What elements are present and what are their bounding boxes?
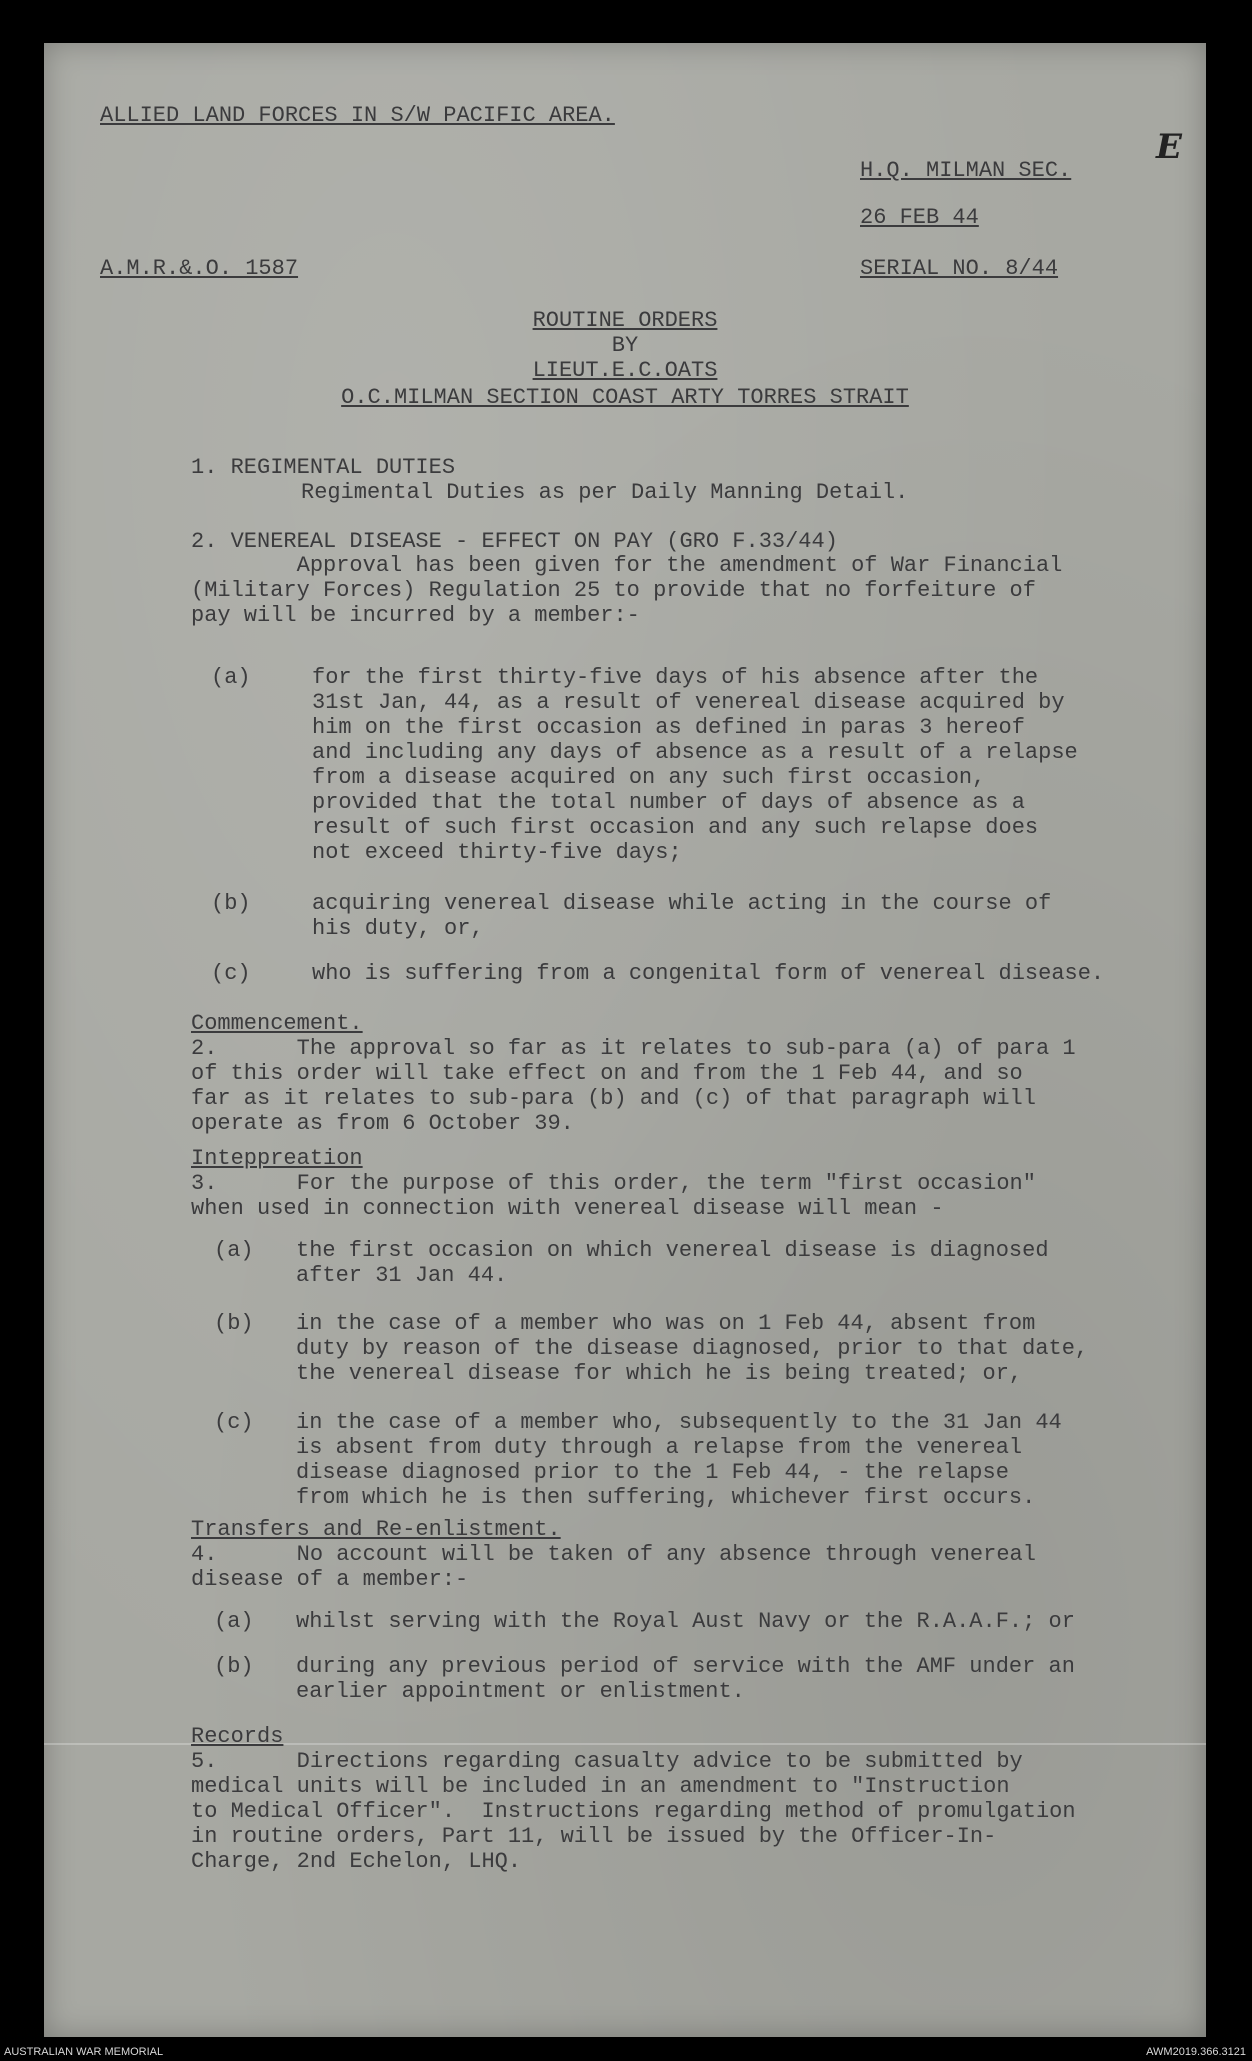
section-2-b-text: acquiring venereal disease while acting in the course of his duty, or,	[312, 891, 1052, 941]
section-2-a-text: for the first thirty-five days of his absence after the 31st Jan, 44, as a result of venereal disease acquired by him on the first occasion as defined in paras 3 hereof and including any days of absence as a result of a relapse from a disease acquired on any such first occasion, provided that the total number of days of absence as a result of such first occasion and any such relapse does not exceed thirty-five days;	[312, 665, 1078, 865]
commencement-text: 2. The approval so far as it relates to sub-para (a) of para 1 of this order will take effect on and from the 1 Feb 44, and so far as it relates to sub-para (b) and (c) of that paragraph will operate as from 6 October 39.	[191, 1036, 1076, 1136]
header-date: 26 FEB 44	[860, 205, 979, 230]
interpretation-b-label: (b)	[214, 1311, 254, 1336]
footer-institution: AUSTRALIAN WAR MEMORIAL	[4, 2046, 164, 2058]
header-amr-reference: A.M.R.&.O. 1587	[100, 256, 299, 281]
interpretation-heading: Intepprеation	[191, 1146, 363, 1171]
header-hq: H.Q. MILMAN SEC.	[860, 158, 1072, 183]
header-organization: ALLIED LAND FORCES IN S/W PACIFIC AREA.	[100, 103, 615, 128]
records-heading: Records	[191, 1724, 284, 1749]
section-2-c-text: who is suffering from a congenital form of venereal disease.	[312, 961, 1105, 986]
document-page	[44, 43, 1206, 2037]
interpretation-c-text: in the case of a member who, subsequently to the 31 Jan 44 is absent from duty through a relapse from the venereal disease diagnosed prior to the 1 Feb 44, - the relapse from which he is then suffering, whichever first occurs.	[296, 1410, 1062, 1510]
transfers-text: 4. No account will be taken of any absence through venereal disease of a member:-	[191, 1542, 1036, 1592]
interpretation-text: 3. For the purpose of this order, the term "first occasion" when used in connection with venereal disease will mean -	[191, 1171, 1036, 1221]
section-2-heading: 2. VENEREAL DISEASE - EFFECT ON PAY (GRO F.33/44)	[191, 529, 838, 554]
title-officer-name: LIEUT.E.C.OATS	[532, 358, 718, 383]
header-serial-number: SERIAL NO. 8/44	[860, 256, 1059, 281]
interpretation-a-text: the first occasion on which venereal disease is diagnosed after 31 Jan 44.	[296, 1238, 1049, 1288]
section-1-body: Regimental Duties as per Daily Manning Detail.	[301, 480, 909, 505]
commencement-heading: Commencement.	[191, 1011, 363, 1036]
interpretation-a-label: (a)	[214, 1238, 254, 1263]
title-routine-orders: ROUTINE ORDERS	[532, 308, 718, 333]
title-by: BY	[611, 333, 639, 358]
transfers-b-text: during any previous period of service with the AMF under an earlier appointment or enlistment.	[296, 1654, 1075, 1704]
interpretation-b-text: in the case of a member who was on 1 Feb 44, absent from duty by reason of the disease diagnosed, prior to that date, the venereal disease for which he is being treated; or,	[296, 1311, 1089, 1386]
interpretation-c-label: (c)	[214, 1410, 254, 1435]
section-2-b-label: (b)	[211, 891, 251, 916]
section-2-intro: Approval has been given for the amendment of War Financial (Military Forces) Regulation 25 to provide that no forfeiture of pay will be incurred by a member:-	[191, 553, 1063, 628]
transfers-a-label: (a)	[214, 1609, 254, 1634]
section-2-a-label: (a)	[211, 665, 251, 690]
title-section: O.C.MILMAN SECTION COAST ARTY TORRES STRAIT	[341, 385, 909, 410]
section-1-heading: 1. REGIMENTAL DUTIES	[191, 455, 456, 480]
transfers-heading: Transfers and Re-enlistment.	[191, 1517, 561, 1542]
transfers-b-label: (b)	[214, 1654, 254, 1679]
section-2-c-label: (c)	[211, 961, 251, 986]
handwritten-mark: E	[1156, 127, 1182, 167]
transfers-a-text: whilst serving with the Royal Aust Navy or the R.A.A.F.; or	[296, 1609, 1075, 1634]
records-text: 5. Directions regarding casualty advice to be submitted by medical units will be included in an amendment to "Instruction to Medical Officer". Instructions regarding method of promulgation in routine orders, Part 11, will be issued by the Officer-In- Charge, 2nd Echelon, LHQ.	[191, 1749, 1076, 1874]
footer-accession-number: AWM2019.366.3121	[1146, 2046, 1246, 2058]
